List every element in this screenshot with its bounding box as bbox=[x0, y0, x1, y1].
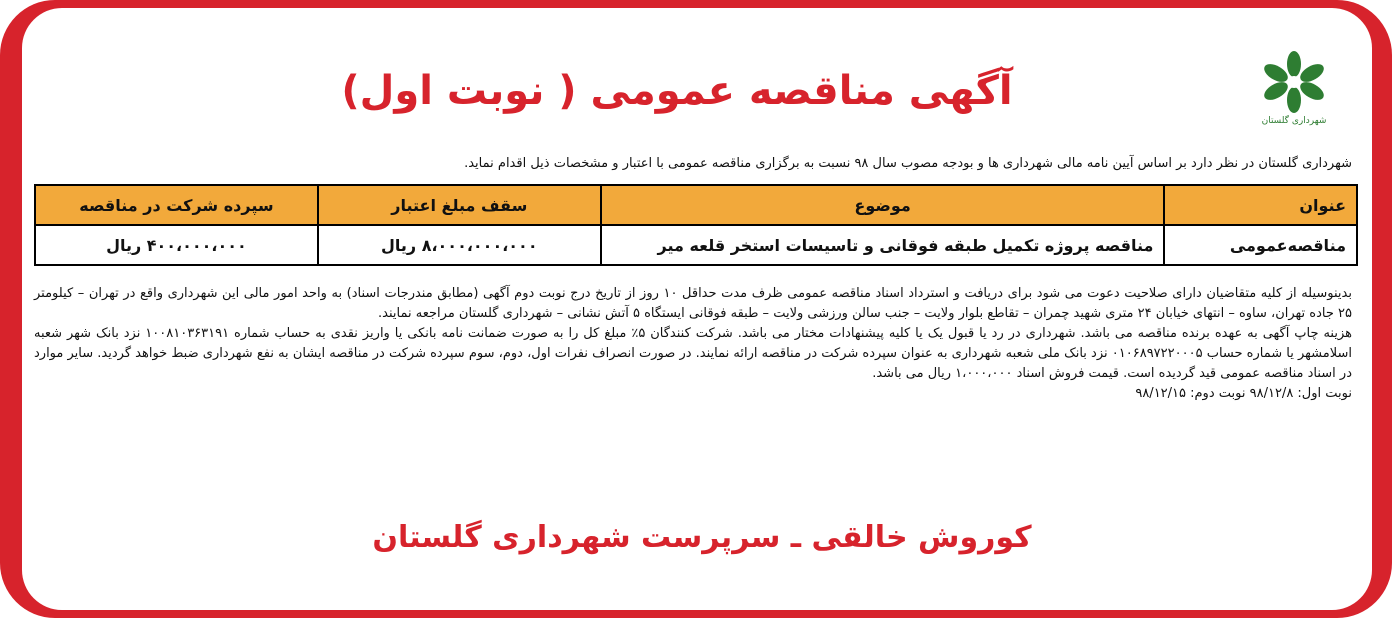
cell-credit-cap: ۸،۰۰۰،۰۰۰،۰۰۰ ریال bbox=[318, 225, 601, 265]
tender-table bbox=[34, 184, 1358, 266]
header-subject: موضوع bbox=[601, 185, 1165, 225]
signature: کوروش خالقی ـ سرپرست شهرداری گلستان bbox=[372, 520, 1032, 555]
notice-body bbox=[34, 284, 1352, 404]
logo-caption: شهرداری گلستان bbox=[1261, 116, 1327, 126]
paragraph-dates: نوبت اول: ۹۸/۱۲/۸ نوبت دوم: ۹۸/۱۲/۱۵ bbox=[1135, 386, 1352, 401]
flower-logo-icon bbox=[1254, 48, 1334, 116]
cell-deposit: ۴۰۰،۰۰۰،۰۰۰ ریال bbox=[35, 225, 318, 265]
notice-page bbox=[22, 8, 1372, 610]
cell-title: مناقصه‌عمومی bbox=[1164, 225, 1357, 265]
municipality-logo bbox=[1254, 48, 1334, 138]
header-credit-cap: سقف مبلغ اعتبار bbox=[318, 185, 601, 225]
intro-text: شهرداری گلستان در نظر دارد بر اساس آیین نامه مالی شهرداری ها و بودجه مصوب سال ۹۸ نسبت به برگزاری مناقصه عمومی با اعتبار و مشخصات ذیل اقدام نماید. bbox=[464, 156, 1352, 171]
notice-title: آگهی مناقصه عمومی ( نوبت اول) bbox=[341, 68, 1013, 114]
table-header-row bbox=[35, 185, 1357, 225]
header-title: عنوان bbox=[1164, 185, 1357, 225]
paragraph-invitation: بدینوسیله از کلیه متقاضیان دارای صلاحیت دعوت می شود برای دریافت و استرداد اسناد مناقصه عمومی ظرف مدت حداقل ۱۰ روز از تاریخ درج نوبت دوم آگهی (مطابق مندرجات اسناد) به واحد امور مالی این شهرداری واقع در تهران – کیلومتر ۲۵ جاده تهران، ساوه – انتهای خیابان ۲۴ متری شهید چمران – تقاطع بلوار ولایت – جنب سالن ورزشی ولایت – طبقه فوقانی ایستگاه ۵ آتش نشانی – شهرداری گلستان مراجعه نمایند. bbox=[34, 286, 1352, 321]
cell-subject: مناقصه پروژه تکمیل طبقه فوقانی و تاسیسات استخر قلعه میر bbox=[601, 225, 1165, 265]
paragraph-conditions: هزینه چاپ آگهی به عهده برنده مناقصه می باشد. شهرداری در رد یا قبول یک یا کلیه پیشنهادات مختار می باشد. شرکت کنندگان ۵٪ مبلغ کل را به صورت ضمانت نامه بانکی یا واریز نقدی به حساب شماره ۱۰۰۸۱۰۳۶۳۱۹۱ نزد بانک شهر شعبه اسلامشهر یا شماره حساب ۰۱۰۶۸۹۷۲۲۰۰۰۵ نزد بانک ملی شعبه شهرداری به عنوان سپرده شرکت در مناقصه ارائه نمایند. در صورت انصراف نفرات اول، دوم، سوم سپرده شرکت در مناقصه ایشان به نفع شهرداری ضبط خواهد گردید. سایر موارد در اسناد مناقصه عمومی قید گردیده است. قیمت فروش اسناد ۱،۰۰۰،۰۰۰ ریال می باشد. bbox=[34, 326, 1352, 381]
table-row bbox=[35, 225, 1357, 265]
header-deposit: سپرده شرکت در مناقصه bbox=[35, 185, 318, 225]
